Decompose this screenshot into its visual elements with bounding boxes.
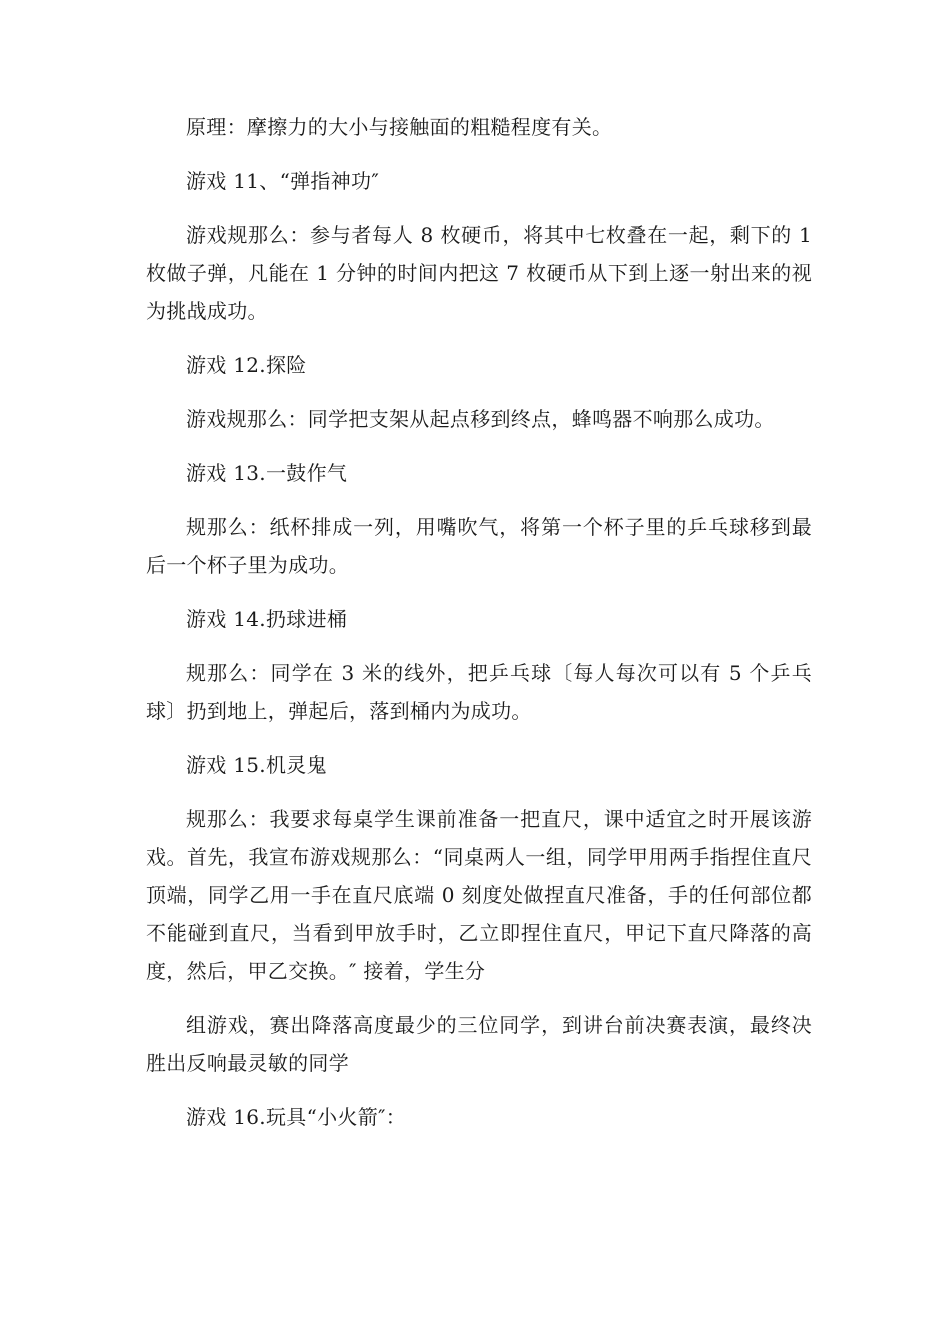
heading-game-15: 游戏 15.机灵鬼	[186, 753, 327, 777]
paragraph-game-11-rules: 游戏规那么：参与者每人 8 枚硬币，将其中七枚叠在一起，剩下的 1 枚做子弹，凡能在 1 分钟的时间内把这 7 枚硬币从下到上逐一射出来的视为挑战成功。	[146, 223, 812, 323]
paragraph-game-14-rules: 规那么：同学在 3 米的线外，把乒乓球〔每人每次可以有 5 个乒乓球〕扔到地上，弹起后，落到桶内为成功。	[146, 661, 812, 723]
heading-game-11: 游戏 11、“弹指神功″	[186, 169, 380, 193]
heading-game-14: 游戏 14.扔球进桶	[186, 607, 348, 631]
paragraph-principle: 原理：摩擦力的大小与接触面的粗糙程度有关。	[186, 115, 613, 139]
heading-game-12: 游戏 12.探险	[186, 353, 307, 377]
paragraph-game-13-rules: 规那么：纸杯排成一列，用嘴吹气，将第一个杯子里的乒乓球移到最后一个杯子里为成功。	[146, 515, 812, 577]
paragraph-game-15-rules: 规那么：我要求每桌学生课前准备一把直尺，课中适宜之时开展该游戏。首先，我宣布游戏规那么：“同桌两人一组，同学甲用两手指捏住直尺顶端，同学乙用一手在直尺底端 0 刻度处做捏直尺准备，手的任何部位都不能碰到直尺，当看到甲放手时，乙立即捏住直尺，甲记下直尺降落的高度，然后，甲乙交换。″ 接着，学生分	[146, 807, 812, 983]
paragraph-game-12-rules: 游戏规那么：同学把支架从起点移到终点，蜂鸣器不响那么成功。	[186, 407, 775, 431]
paragraph-game-15-continued: 组游戏，赛出降落高度最少的三位同学，到讲台前决赛表演，最终决胜出反响最灵敏的同学	[146, 1013, 812, 1075]
document-body	[146, 108, 812, 1152]
heading-game-16: 游戏 16.玩具“小火箭″：	[186, 1105, 407, 1129]
heading-game-13: 游戏 13.一鼓作气	[186, 461, 348, 485]
